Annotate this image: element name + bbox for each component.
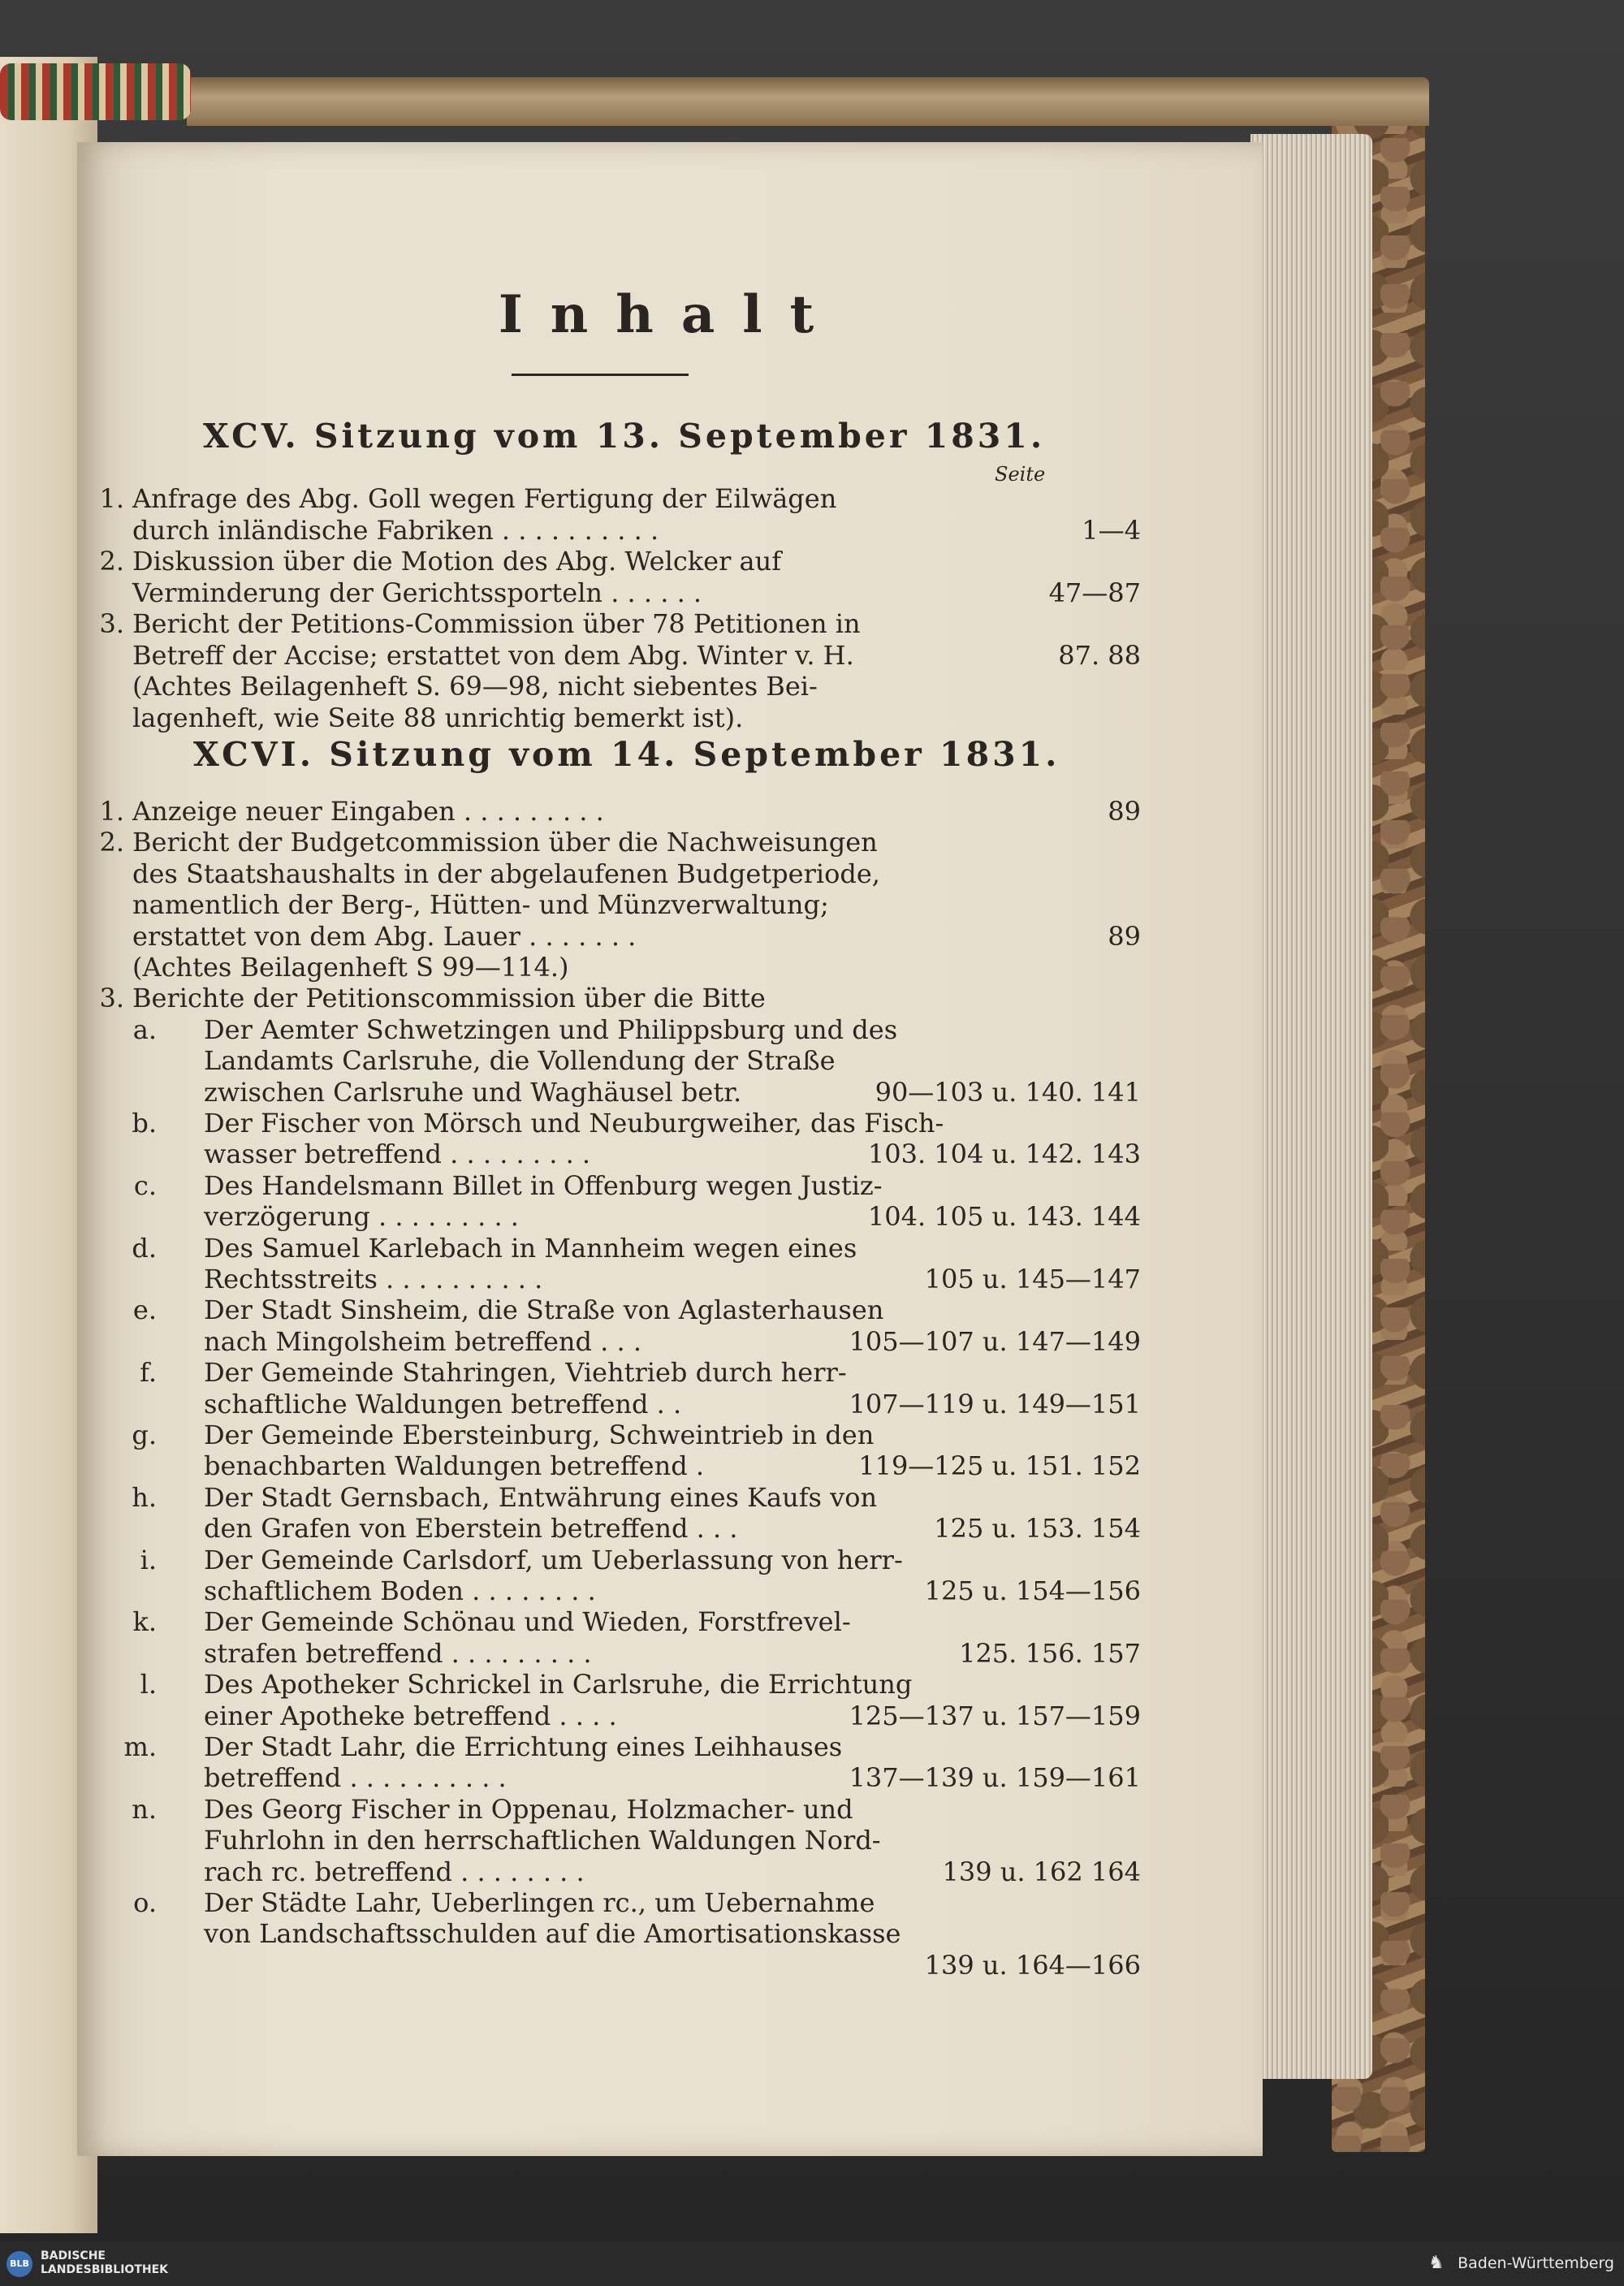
toc-entry-row [77, 889, 1263, 920]
toc-entry-row [77, 858, 1263, 889]
entry-number: n. [132, 1793, 157, 1825]
entry-text: Des Handelsmann Billet in Offenburg wegen Justiz- [204, 1169, 883, 1201]
toc-entry-row [77, 1420, 1263, 1450]
entry-text: des Staatshaushalts in der abgelaufenen Budgetperiode, [132, 858, 880, 889]
entry-number: 2. [99, 546, 124, 577]
entry-text: Diskussion über die Motion des Abg. Welcker auf [132, 546, 782, 577]
entry-text: Des Georg Fischer in Oppenau, Holzmacher- und [204, 1793, 853, 1825]
page-title: Inhalt [498, 284, 842, 345]
entry-number: g. [132, 1420, 157, 1450]
entry-page-ref: 105—107 u. 147—149 [849, 1325, 1141, 1357]
entry-number: 3. [99, 608, 124, 639]
entry-text: schaftliche Waldungen betreffend . . [204, 1388, 682, 1420]
entry-text: strafen betreffend . . . . . . . . . [204, 1637, 592, 1669]
lion-crest-icon: ♞ [1428, 2253, 1445, 2273]
toc-entry-row [77, 1201, 1263, 1232]
toc-entry-row [77, 796, 1263, 827]
toc-entry-row [77, 577, 1263, 608]
entry-page-ref: 1—4 [1082, 514, 1141, 546]
toc-entry-row [77, 921, 1263, 952]
toc-entry-row [77, 671, 1263, 702]
session-heading-xcvi: XCVI. Sitzung vom 14. September 1831. [193, 735, 1060, 774]
toc-entry-row [77, 1545, 1263, 1575]
entry-text: (Achtes Beilagenheft S. 69—98, nicht siebentes Bei- [132, 671, 818, 702]
entry-text: zwischen Carlsruhe und Waghäusel betr. [204, 1076, 742, 1108]
entry-page-ref: 125—137 u. 157—159 [849, 1700, 1141, 1731]
entry-text: Berichte der Petitionscommission über die Bitte [132, 983, 766, 1014]
entry-text: namentlich der Berg-, Hütten- und Münzverwaltung; [132, 889, 829, 921]
entry-text: Anzeige neuer Eingaben . . . . . . . . . [132, 796, 604, 827]
entry-page-ref: 89 [1108, 796, 1141, 827]
entry-page-ref: 125. 156. 157 [959, 1637, 1141, 1669]
entry-text: Der Aemter Schwetzingen und Philippsburg und des [204, 1013, 898, 1045]
toc-entry-row [77, 827, 1263, 858]
toc-entry-row [77, 1856, 1263, 1887]
entry-text: benachbarten Waldungen betreffend . [204, 1450, 705, 1482]
entry-number: i. [140, 1544, 157, 1575]
toc-entry-row [77, 1794, 1263, 1825]
entry-text: Der Stadt Lahr, die Errichtung eines Leihhauses [204, 1731, 843, 1762]
toc-entry-row [77, 640, 1263, 671]
toc-entry-row [77, 1638, 1263, 1669]
session-heading-xcv: XCV. Sitzung vom 13. September 1831. [203, 417, 1046, 456]
library-name-line2: LANDESBIBLIOTHEK [41, 2263, 169, 2276]
toc-entry-row [77, 983, 1263, 1013]
toc-entry-row [77, 1108, 1263, 1139]
entry-text: den Grafen von Eberstein betreffend . . . [204, 1513, 738, 1545]
entry-text: von Landschaftsschulden auf die Amortisationskasse [204, 1918, 901, 1950]
toc-entry-row [77, 1482, 1263, 1513]
entry-page-ref: 125 u. 154—156 [924, 1575, 1141, 1606]
entry-text: Anfrage des Abg. Goll wegen Fertigung der Eilwägen [132, 483, 837, 514]
entry-page-ref: 103. 104 u. 142. 143 [867, 1139, 1141, 1170]
entry-number: k. [132, 1606, 157, 1638]
entry-text: wasser betreffend . . . . . . . . . [204, 1139, 591, 1170]
toc-entry-row [77, 1575, 1263, 1606]
entry-text: Der Fischer von Mörsch und Neuburgweiher, das Fisch- [204, 1108, 944, 1139]
entry-number: h. [132, 1481, 157, 1513]
toc-entry-row [77, 1045, 1263, 1076]
entry-text: durch inländische Fabriken . . . . . . . . . . [132, 514, 659, 546]
entry-text: nach Mingolsheim betreffend . . . [204, 1325, 642, 1357]
entry-page-ref: 125 u. 153. 154 [934, 1513, 1141, 1545]
entry-page-ref: 107—119 u. 149—151 [849, 1388, 1141, 1420]
state-name: Baden-Württemberg [1458, 2254, 1614, 2272]
entry-page-ref: 104. 105 u. 143. 144 [867, 1201, 1141, 1233]
toc-entry-row [77, 1762, 1263, 1793]
title-underline [512, 374, 689, 376]
entry-text: Verminderung der Gerichtssporteln . . . . . . [132, 577, 702, 608]
toc-entry-row [77, 952, 1263, 983]
entry-page-ref: 105 u. 145—147 [924, 1264, 1141, 1294]
entry-number: m. [123, 1731, 157, 1762]
entry-text: betreffend . . . . . . . . . . [204, 1762, 507, 1794]
entry-page-ref: 137—139 u. 159—161 [849, 1762, 1141, 1794]
entry-text: Der Stadt Sinsheim, die Straße von Aglasterhausen [204, 1294, 884, 1326]
entry-text: Der Gemeinde Stahringen, Viehtrieb durch herr- [204, 1357, 847, 1389]
entry-text: verzögerung . . . . . . . . . [204, 1201, 519, 1233]
toc-entry-row [77, 1389, 1263, 1420]
toc-entry-row [77, 702, 1263, 733]
entry-number: 1. [99, 483, 124, 514]
toc-entry-row [77, 515, 1263, 546]
entry-text: schaftlichem Boden . . . . . . . . [204, 1575, 596, 1606]
entry-number: o. [133, 1887, 157, 1918]
entry-text: rach rc. betreffend . . . . . . . . [204, 1856, 585, 1887]
entry-page-ref: 87. 88 [1058, 639, 1141, 671]
entry-page-ref: 89 [1108, 920, 1141, 952]
entry-text: Der Städte Lahr, Ueberlingen rc., um Uebernahme [204, 1887, 875, 1918]
toc-entry-row [77, 546, 1263, 577]
footer-bar [0, 2241, 1624, 2286]
toc-entry-row [77, 1264, 1263, 1294]
entry-number: 1. [99, 796, 124, 827]
toc-entry-row [77, 1294, 1263, 1325]
entry-text: Des Samuel Karlebach in Mannheim wegen eines [204, 1232, 857, 1264]
toc-entry-row [77, 1357, 1263, 1388]
entry-number: f. [140, 1357, 157, 1389]
toc-entry-row [77, 1170, 1263, 1201]
entry-text: Des Apotheker Schrickel in Carlsruhe, die Errichtung [204, 1669, 913, 1700]
toc-entry-row [77, 1669, 1263, 1700]
entry-text: Fuhrlohn in den herrschaftlichen Waldungen Nord- [204, 1825, 881, 1856]
entry-text: erstattet von dem Abg. Lauer . . . . . . . [132, 920, 637, 952]
entry-number: l. [140, 1669, 157, 1700]
entry-text: lagenheft, wie Seite 88 unrichtig bemerkt ist). [132, 702, 744, 733]
toc-entry-row [77, 1014, 1263, 1045]
entry-text: einer Apotheke betreffend . . . . [204, 1700, 617, 1731]
entry-number: 2. [99, 827, 124, 858]
entry-number: a. [132, 1013, 157, 1045]
toc-entry-row [77, 1326, 1263, 1357]
toc-entry-row [77, 1139, 1263, 1169]
toc-entry-row [77, 1887, 1263, 1918]
entry-page-ref: 139 u. 164—166 [924, 1949, 1141, 1981]
entry-text: Rechtsstreits . . . . . . . . . . [204, 1264, 543, 1294]
entry-page-ref: 139 u. 162 164 [942, 1856, 1141, 1887]
toc-entry-row [77, 1700, 1263, 1731]
toc-entry-row [77, 1233, 1263, 1264]
entry-page-ref: 119—125 u. 151. 152 [858, 1450, 1141, 1482]
entry-text: Der Gemeinde Schönau und Wieden, Forstfrevel- [204, 1606, 851, 1638]
entry-page-ref: 47—87 [1048, 577, 1141, 608]
toc-entry-row [77, 1513, 1263, 1544]
toc-entry-row [77, 1450, 1263, 1481]
toc-entry-row [77, 1606, 1263, 1637]
toc-entry-row [77, 1077, 1263, 1108]
entry-text: Bericht der Budgetcommission über die Nachweisungen [132, 827, 878, 858]
toc-entry-row [77, 1825, 1263, 1856]
library-name [41, 2249, 168, 2277]
toc-entry-row [77, 608, 1263, 639]
entry-number: c. [133, 1169, 157, 1201]
book-cover-top [187, 77, 1429, 126]
entry-text: Bericht der Petitions-Commission über 78 Petitionen in [132, 608, 861, 639]
entry-text: Betreff der Accise; erstattet von dem Abg. Winter v. H. [132, 639, 854, 671]
entry-text: Der Gemeinde Carlsdorf, um Ueberlassung von herr- [204, 1544, 903, 1575]
toc-entry-row [77, 1918, 1263, 1949]
entry-text: Landamts Carlsruhe, die Vollendung der Straße [204, 1045, 836, 1077]
entry-text: (Achtes Beilagenheft S 99—114.) [132, 952, 569, 983]
toc-entry-row [77, 1950, 1263, 1981]
entry-number: e. [132, 1294, 157, 1326]
toc-entry-row [77, 1731, 1263, 1762]
toc-entry-row [77, 483, 1263, 514]
entry-page-ref: 90—103 u. 140. 141 [875, 1076, 1141, 1108]
entry-number: d. [132, 1232, 157, 1264]
book-headband [0, 63, 191, 120]
entry-number: 3. [99, 983, 124, 1014]
blb-logo-icon: BLB [6, 2251, 32, 2277]
entry-text: Der Gemeinde Ebersteinburg, Schweintrieb in den [204, 1420, 875, 1450]
seite-column-label: Seite [995, 463, 1046, 486]
entry-number: b. [132, 1108, 157, 1139]
entry-text: Der Stadt Gernsbach, Entwährung eines Kaufs von [204, 1481, 878, 1513]
library-name-line1: BADISCHE [41, 2249, 106, 2262]
page-block [1250, 134, 1372, 2079]
document-page [77, 142, 1263, 2156]
